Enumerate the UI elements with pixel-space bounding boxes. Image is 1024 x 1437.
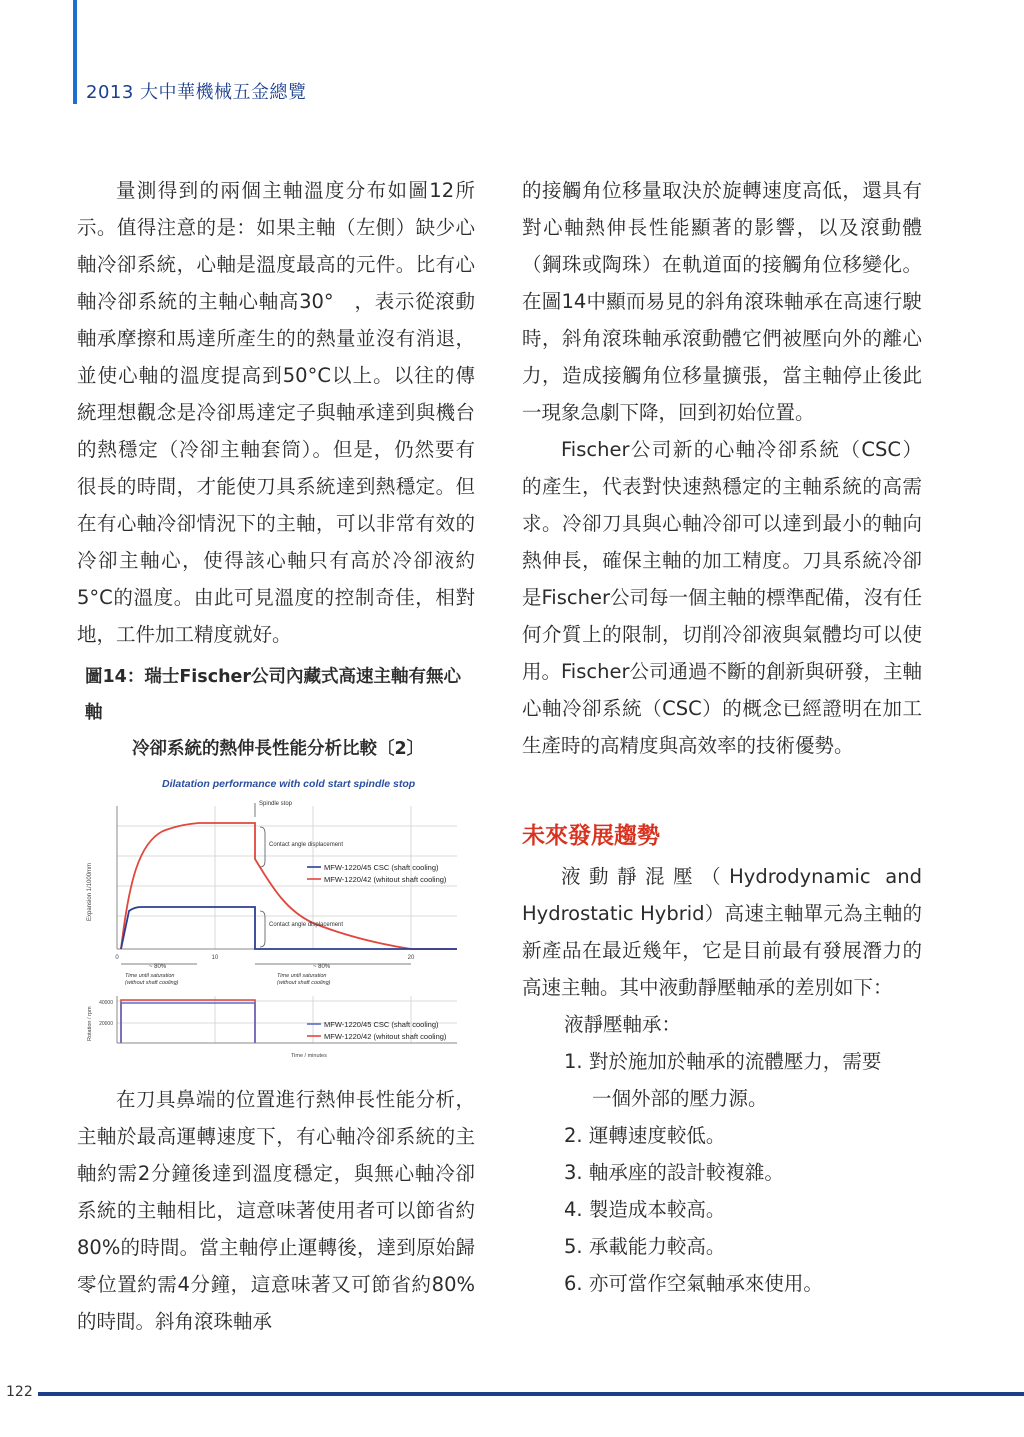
x-tick-0: 0 xyxy=(115,955,119,961)
figure-caption xyxy=(77,659,475,767)
saturation-1-line-2: (without shaft cooling) xyxy=(125,980,179,986)
header-accent-bar xyxy=(73,0,77,104)
right-column xyxy=(522,172,922,1302)
list-item-text: 軸承座的設計較複雜。 xyxy=(588,1161,784,1184)
list-item-text: 對於施加於軸承的流體壓力，需要 xyxy=(588,1050,882,1073)
bottom-x-axis-label: Time / minutes xyxy=(291,1053,327,1059)
section-title: 未來發展趨勢 xyxy=(522,823,660,849)
figure-14-svg xyxy=(77,771,475,1071)
list-item-number: 1. xyxy=(564,1050,583,1073)
list-intro: 液靜壓軸承： xyxy=(564,1013,682,1036)
list-item xyxy=(522,1117,922,1154)
right-paragraph-1: 的接觸角位移量取決於旋轉速度高低，還具有對心軸熱伸長性能顯著的影響，以及滾動體（鋼珠或陶珠）在軌道面的接觸角位移變化。在圖14中顯而易見的斜角滾珠軸承在高速行駛時，斜角滾珠軸承滾動體它們被壓向外的離心力，造成接觸角位移量擴張，當主軸停止後此一現象急劇下降，回到初始位置。 xyxy=(522,179,922,424)
saturation-2-line-1: Time until saturation xyxy=(277,973,327,979)
list-item-number: 3. xyxy=(564,1161,583,1184)
right-paragraph-2: Fischer公司新的心軸冷卻系統（CSC）的產生，代表對快速熱穩定的主軸系統的高需求。冷卻刀具與心軸冷卻可以達到最小的軸向熱伸長，確保主軸的加工精度。刀具系統冷卻是Fischer公司每一個主軸的標準配備，沒有任何介質上的限制，切削冷卻液與氣體均可以使用。Fischer公司通過不斷的創新與研發，主軸心軸冷卻系統（CSC）的概念已經證明在加工生產時的高精度與高效率的技術優勢。 xyxy=(522,438,922,757)
list-item-text: 承載能力較高。 xyxy=(588,1235,726,1258)
saturation-2-line-2: (without shaft cooling) xyxy=(277,980,331,986)
spindle-stop-label: Spindle stop xyxy=(259,801,293,807)
contact-label-1: Contact angle displacement xyxy=(269,842,344,848)
x-tick-20: 20 xyxy=(407,955,415,961)
list-item-number: 2. xyxy=(564,1124,583,1147)
arrow-label-1: ~ 80% xyxy=(149,964,167,970)
footer-rule xyxy=(38,1392,1024,1396)
arrow-label-2: ~ 80% xyxy=(313,964,331,970)
list-item-number: 6. xyxy=(564,1272,583,1295)
figure-caption-line-2: 冷卻系統的熱伸長性能分析比較〔2〕 xyxy=(132,739,425,759)
rpm-tick-20000: 20000 xyxy=(99,1021,113,1027)
legend-bottom-nocool: MFW-1220/42 (whitout shaft cooling) xyxy=(324,1032,447,1041)
list-item xyxy=(522,1265,922,1302)
list-item-continuation: 一個外部的壓力源。 xyxy=(592,1087,768,1110)
x-tick-10: 10 xyxy=(211,955,219,961)
figure-caption-line-1: 圖14：瑞士Fischer公司內藏式高速主軸有無心軸 xyxy=(85,667,462,723)
legend-top-csc: MFW-1220/45 CSC (shaft cooling) xyxy=(324,863,439,872)
left-paragraph-1: 量測得到的兩個主軸溫度分布如圖12所示。值得注意的是：如果主軸（左側）缺少心軸冷卻系統，心軸是溫度最高的元件。比有心軸冷卻系統的主軸心軸高30° ，表示從滾動軸承摩擦和馬達所產生的的熱量並沒有消退，並使心軸的溫度提高到50°C以上。以往的傳統理想觀念是冷卻馬達定子與軸承達到與機台的熱穩定（冷卻主軸套筒）。但是，仍然要有很長的時間，才能使刀具系統達到熱穩定。但在有心軸冷卻情況下的主軸，可以非常有效的冷卻主軸心，使得該心軸只有高於冷卻液約5°C的溫度。由此可見溫度的控制奇佳，相對地，工件加工精度就好。 xyxy=(77,179,475,646)
rpm-tick-40000: 40000 xyxy=(99,1000,113,1006)
top-y-axis-label: Expansion 1/1000mm xyxy=(87,862,93,921)
list-item-text: 亦可當作空氣軸承來使用。 xyxy=(588,1272,823,1295)
running-header-title: 2013 大中華機械五金總覽 xyxy=(86,82,307,103)
page-number: 122 xyxy=(6,1384,33,1400)
list-item xyxy=(522,1043,922,1117)
left-paragraph-2: 在刀具鼻端的位置進行熱伸長性能分析，主軸於最高運轉速度下，有心軸冷卻系統的主軸約需2分鐘後達到溫度穩定，與無心軸冷卻系統的主軸相比，這意味著使用者可以節省約80%的時間。當主軸停止運轉後，達到原始歸零位置約需4分鐘，這意味著又可節省約80%的時間。斜角滾珠軸承 xyxy=(77,1088,475,1333)
legend-top-nocool: MFW-1220/42 (whitout shaft cooling) xyxy=(324,875,447,884)
figure-14-chart xyxy=(77,771,475,1071)
right-paragraph-3: 液動靜混壓（Hydrodynamic and Hydrostatic Hybrid）高速主軸單元為主軸的新產品在最近幾年，它是目前最有發展潛力的高速主軸。其中液動靜壓軸承的差別如下： xyxy=(522,865,922,999)
list-item xyxy=(522,1154,922,1191)
bottom-y-axis-label: Rotation / rpm xyxy=(87,1006,93,1041)
saturation-1-line-1: Time until saturation xyxy=(125,973,175,979)
left-column xyxy=(77,172,475,1340)
list-item-text: 製造成本較高。 xyxy=(588,1198,726,1221)
list-item-number: 5. xyxy=(564,1235,583,1258)
contact-label-2: Contact angle displacement xyxy=(269,922,344,928)
figure-title: Dilatation performance with cold start spindle stop xyxy=(162,778,416,790)
list-item xyxy=(522,1228,922,1265)
list-item-number: 4. xyxy=(564,1198,583,1221)
list-item-text: 運轉速度較低。 xyxy=(588,1124,726,1147)
legend-bottom-csc: MFW-1220/45 CSC (shaft cooling) xyxy=(324,1020,439,1029)
list-item xyxy=(522,1191,922,1228)
